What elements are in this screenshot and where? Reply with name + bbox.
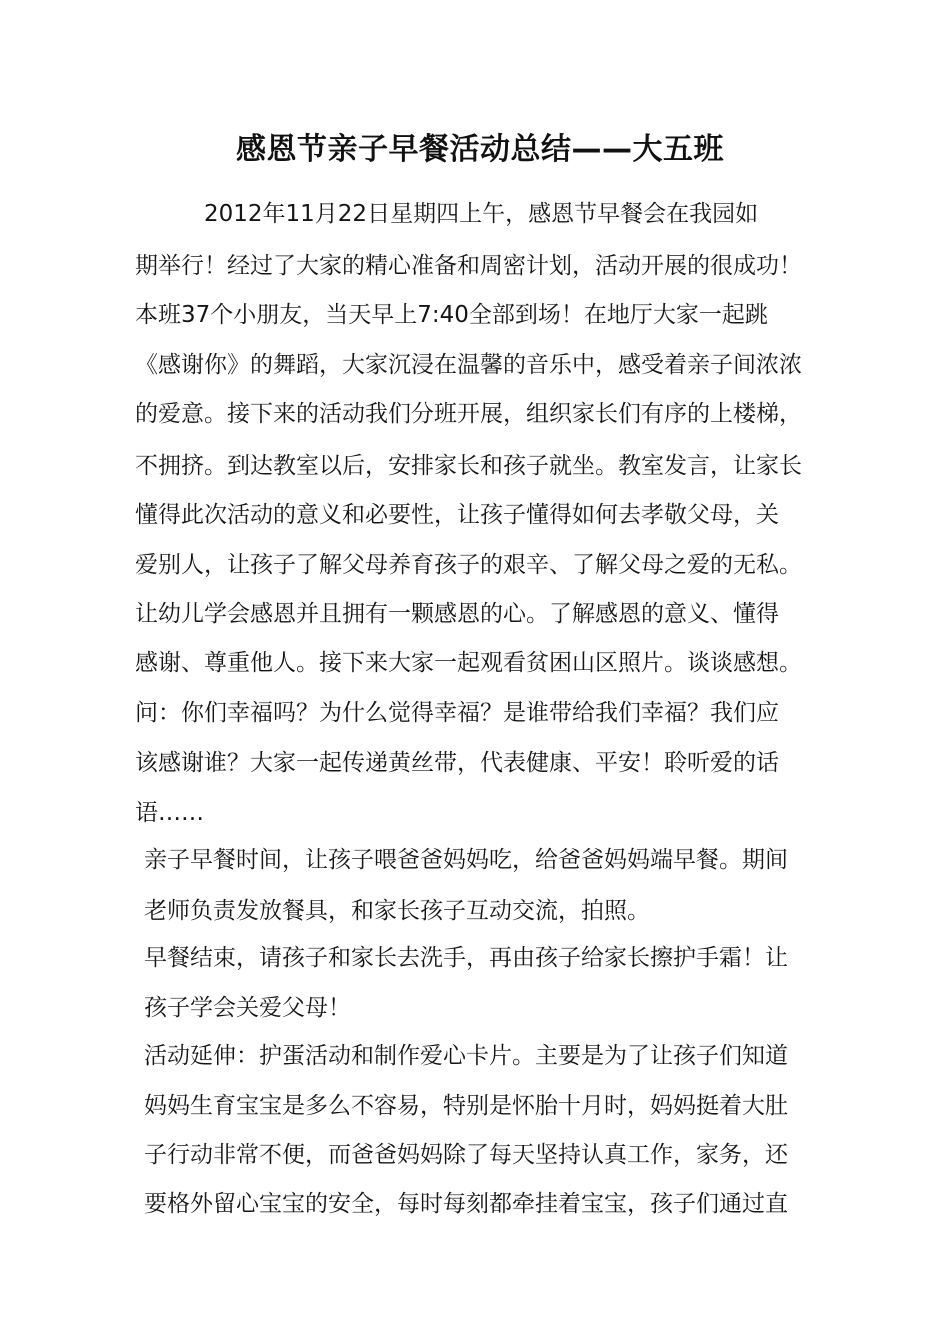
body-line-10: 感谢、尊重他人。接下来大家一起观看贫困山区照片。谈谈感想。 [135,650,802,676]
body-line-12: 该感谢谁？大家一起传递黄丝带，代表健康、平安！聆听爱的话 [135,750,779,776]
body-line-7: 懂得此次活动的意义和必要性，让孩子懂得如何去孝敬父母，关 [135,502,779,528]
body-line-14: 亲子早餐时间，让孩子喂爸爸妈妈吃，给爸爸妈妈端早餐。期间 [144,847,788,873]
body-line-5: 的爱意。接下来的活动我们分班开展，组织家长们有序的上楼梯， [135,401,802,427]
body-line-15: 老师负责发放餐具，和家长孩子互动交流，拍照。 [144,898,650,924]
body-line-21: 要格外留心宝宝的安全，每时每刻都牵挂着宝宝，孩子们通过直 [144,1191,788,1217]
body-line-13: 语…… [135,800,204,826]
body-line-16: 早餐结束，请孩子和家长去洗手，再由孩子给家长擦护手霜！让 [144,945,788,971]
body-line-18: 活动延伸：护蛋活动和制作爱心卡片。主要是为了让孩子们知道 [144,1043,788,1069]
body-line-3: 本班37个小朋友，当天早上7:40全部到场！在地厅大家一起跳 [135,302,768,328]
body-line-2: 期举行！经过了大家的精心准备和周密计划，活动开展的很成功！ [135,253,802,279]
body-line-1: 2012年11月22日星期四上午，感恩节早餐会在我园如 [135,201,759,227]
body-line-9: 让幼儿学会感恩并且拥有一颗感恩的心。了解感恩的意义、懂得 [135,601,779,627]
body-line-6: 不拥挤。到达教室以后，安排家长和孩子就坐。教室发言，让家长 [135,453,802,479]
document-title: 感恩节亲子早餐活动总结——大五班 [236,132,724,167]
body-line-17: 孩子学会关爱父母！ [144,995,351,1021]
body-line-19: 妈妈生育宝宝是多么不容易，特别是怀胎十月时，妈妈挺着大肚 [144,1093,788,1119]
body-line-8: 爱别人，让孩子了解父母养育孩子的艰辛、了解父母之爱的无私。 [135,552,802,578]
body-line-20: 子行动非常不便，而爸爸妈妈除了每天坚持认真工作，家务，还 [144,1142,788,1168]
body-line-4: 《感谢你》的舞蹈，大家沉浸在温馨的音乐中，感受着亲子间浓浓 [135,352,802,378]
body-line-11: 问：你们幸福吗？为什么觉得幸福？是谁带给我们幸福？我们应 [135,700,779,726]
